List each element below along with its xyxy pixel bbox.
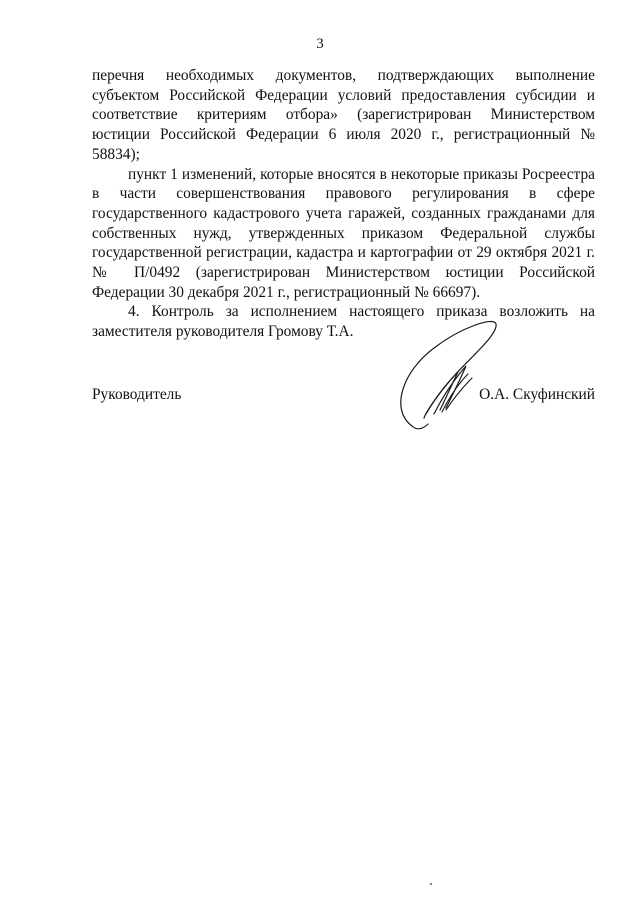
paragraph-continuation: перечня необходимых документов, подтверждающих выполнение субъектом Российской Федерации условий предоставления субсидии и соответствие критериям отбора» (зарегистрирован Министерством юстиции Российской Федерации 6 июля 2020 г., регистрационный № 58834); [92,67,595,163]
handwritten-signature [382,314,502,434]
paragraph-item-4-control: 4. Контроль за исполнением настоящего приказа возложить на заместителя руководителя Громову Т.А. [92,303,595,341]
signature-loop-stroke [401,321,496,426]
scan-artifact-dot [430,883,432,885]
page-number: 3 [316,36,324,52]
signature-tail-stroke [412,424,428,429]
document-body [92,66,595,342]
signer-title: Руководитель [92,386,182,403]
paragraph-item-garages: пункт 1 изменений, которые вносятся в некоторые приказы Росреестра в части совершенствования правового регулирования в сфере государственного кадастрового учета гаражей, созданных гражданами для собственных нужд, утвержденных приказом Федеральной службы государственной регистрации, кадастра и картографии от 29 октября 2021 г. № П/0492 (зарегистрирован Министерством юстиции Российской Федерации 30 декабря 2021 г., регистрационный № 66697). [92,165,595,301]
signature-block [92,386,595,410]
signer-name: О.А. Скуфинский [479,386,595,403]
